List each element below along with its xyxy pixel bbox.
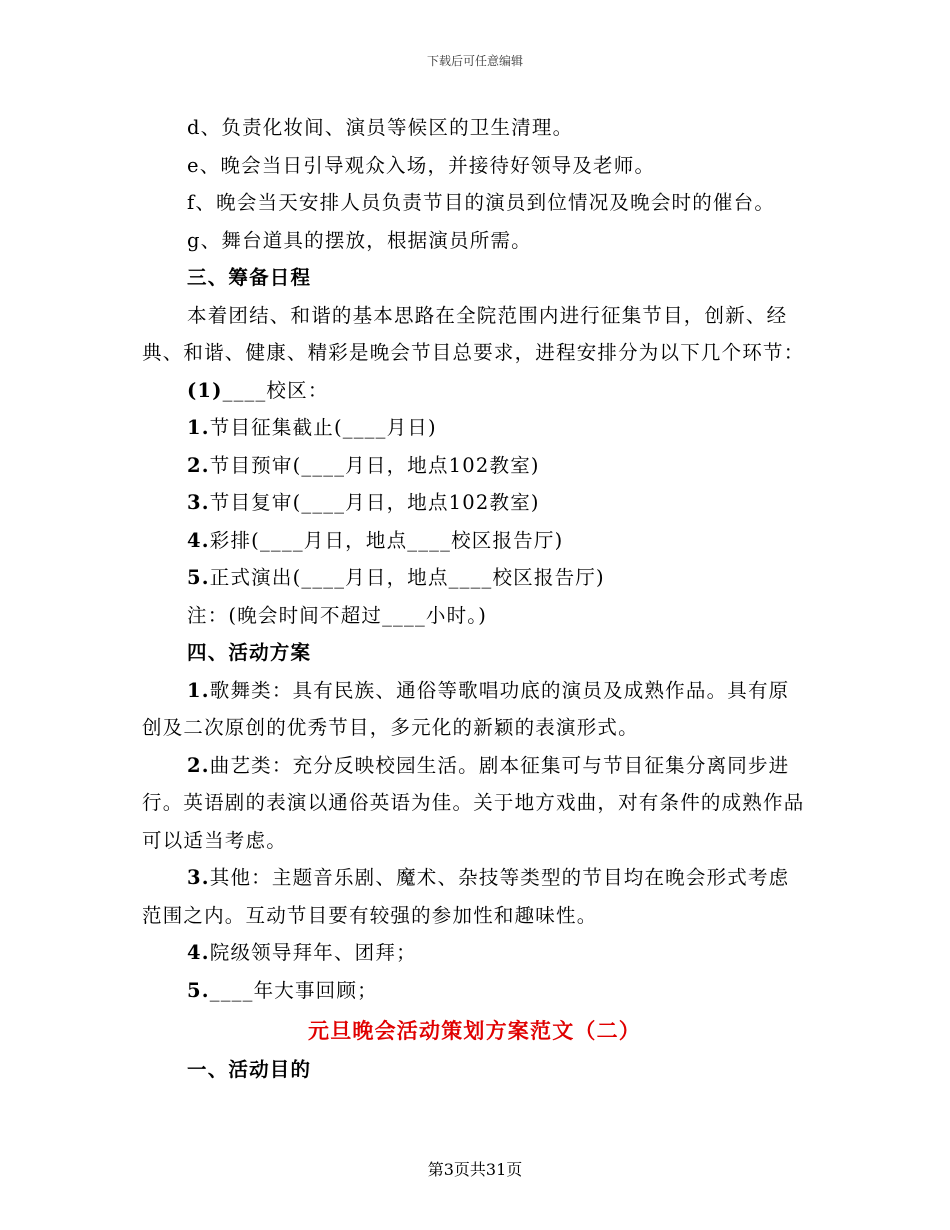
list-item-text: ____校区： [222, 378, 329, 402]
list-item-text: 节目征集截止(____月日) [209, 416, 437, 439]
list-item-text: 正式演出(____月日，地点____校区报告厅) [209, 566, 605, 589]
list-item-text: 院级领导拜年、团拜； [209, 941, 417, 964]
paragraph-note: 注：(晚会时间不超过____小时。) [187, 603, 488, 627]
list-item-plan-3 [142, 859, 807, 934]
list-item-plan-2 [142, 747, 807, 860]
paragraph-schedule-intro: 本着团结、和谐的基本思路在全院范围内进行征集节目，创新、经典、和谐、健康、精彩是晚会节目总要求，进程安排分为以下几个环节： [142, 303, 805, 364]
list-item-plan-1 [142, 672, 807, 747]
list-item-text: 节目复审(____月日，地点102教室) [209, 491, 540, 514]
section-heading-purpose: 一、活动目的 [187, 1058, 312, 1081]
list-item-text: 节目预审(____月日，地点102教室) [209, 453, 540, 477]
list-number: (1) [187, 378, 223, 402]
document-title: 元旦晚会活动策划方案范文（二） [308, 1018, 641, 1043]
list-item-schedule-3 [142, 484, 807, 522]
list-item-schedule-2 [142, 447, 807, 485]
paragraph-f: f、晚会当天安排人员负责节目的演员到位情况及晚会时的催台。 [187, 191, 776, 214]
paragraph-e: e、晚会当日引导观众入场，并接待好领导及老师。 [187, 153, 656, 177]
list-number: 4. [187, 528, 210, 552]
list-item-text: 其他：主题音乐剧、魔术、杂技等类型的节目均在晚会形式考虑范围之内。互动节目要有较强的参加性和趣味性。 [142, 866, 790, 927]
list-item-schedule-1 [142, 409, 807, 447]
page-header: 下载后可任意编辑 [426, 54, 523, 68]
list-number: 4. [187, 941, 210, 964]
list-item-schedule-4 [142, 522, 807, 560]
section-heading-schedule: 三、筹备日程 [187, 266, 312, 289]
list-number: 5. [187, 978, 210, 1002]
list-number: 2. [187, 453, 210, 477]
list-item-plan-4 [142, 934, 807, 972]
list-item-text: 彩排(____月日，地点____校区报告厅) [209, 528, 564, 552]
list-item-text: 曲艺类：充分反映校园生活。剧本征集可与节目征集分离同步进行。英语剧的表演以通俗英语为佳。关于地方戏曲，对有条件的成熟作品可以适当考虑。 [142, 753, 805, 852]
paragraph-d: d、负责化妆间、演员等候区的卫生清理。 [187, 116, 574, 139]
list-item-text: 歌舞类：具有民族、通俗等歌唱功底的演员及成熟作品。具有原创及二次原创的优秀节目，多元化的新颖的表演形式。 [142, 678, 790, 739]
list-item-schedule-5 [142, 559, 807, 597]
list-item-campus [142, 372, 807, 410]
list-number: 3. [187, 866, 210, 889]
list-number: 3. [187, 491, 210, 514]
page-footer: 第3页共31页 [427, 1160, 523, 1179]
list-item-text: ____年大事回顾； [209, 978, 378, 1002]
list-number: 1. [187, 416, 210, 439]
document-body [142, 109, 807, 1089]
list-number: 5. [187, 566, 210, 589]
list-item-plan-5 [142, 972, 807, 1010]
paragraph-g: g、舞台道具的摆放，根据演员所需。 [187, 228, 532, 252]
list-number: 2. [187, 753, 210, 777]
list-number: 1. [187, 678, 210, 702]
section-heading-plan: 四、活动方案 [187, 641, 312, 664]
